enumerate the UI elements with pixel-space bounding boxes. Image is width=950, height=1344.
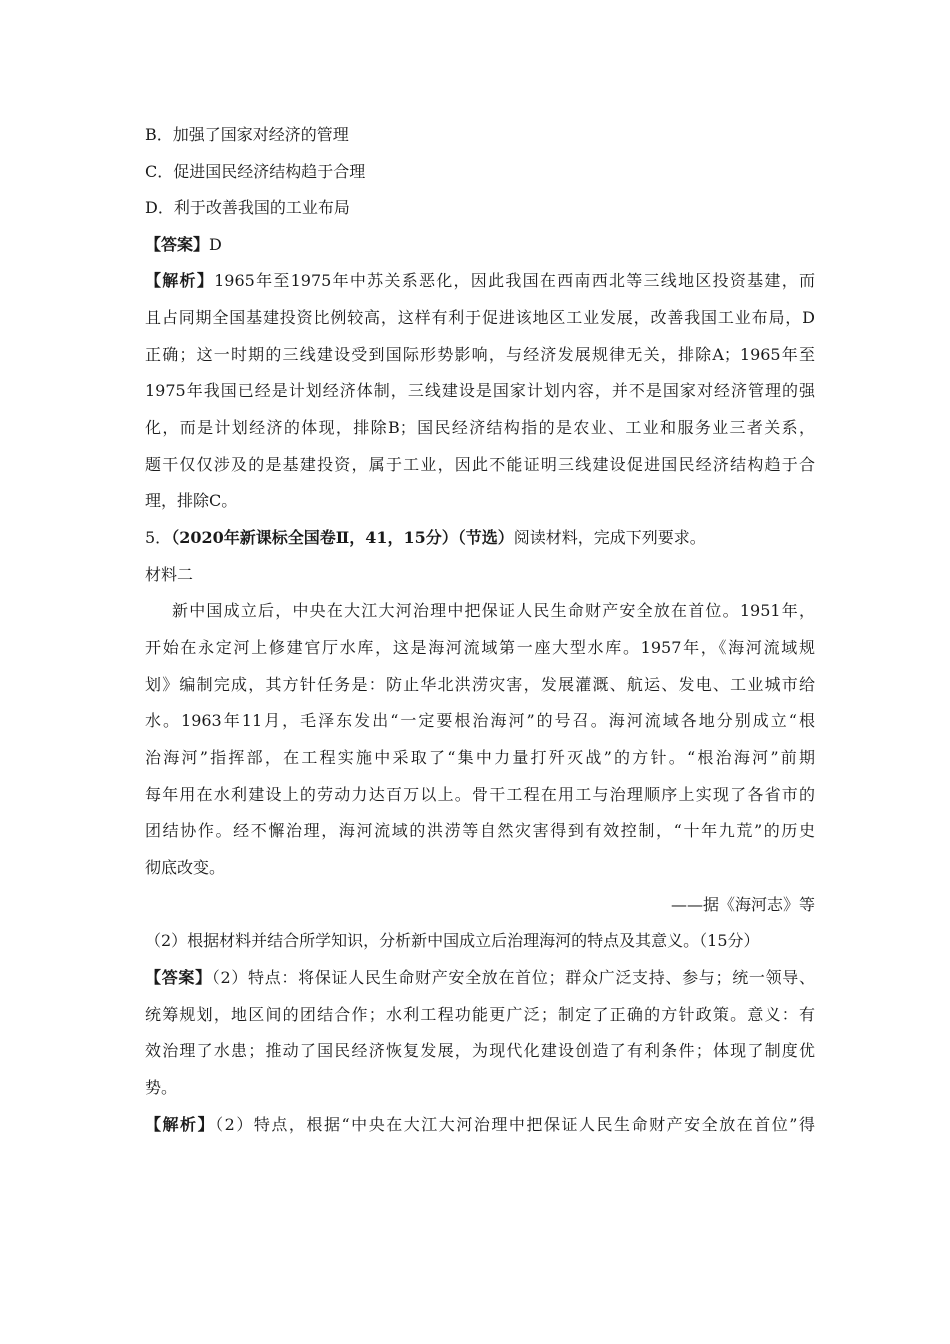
material-line: 团结协作。经不懈治理，海河流域的洪涝等自然灾害得到有效控制，“十年九荒”的历史 [145,821,815,840]
analysis-label: 【解析】 [145,271,215,290]
q5-answer-line: 势。 [145,1078,178,1097]
q4-analysis-line: 题干仅仅涉及的是基建投资，属于工业，因此不能证明三线建设促进国民经济结构趋于合 [145,455,815,474]
material-line: 每年用在水利建设上的劳动力达百万以上。骨干工程在用工与治理顺序上实现了各省市的 [145,785,815,804]
material-citation: ——据《海河志》等 [670,895,815,914]
q4-analysis-line: 1975年我国已经是计划经济体制，三线建设是国家计划内容，并不是国家对经济管理的强 [145,381,815,400]
question-number: 5． [145,528,172,547]
q4-analysis-line: 正确；这一时期的三线建设受到国际形势影响，与经济发展规律无关，排除A；1965年至 [145,345,815,364]
option-c: C．促进国民经济结构趋于合理 [145,162,366,181]
material-line: 新中国成立后，中央在大江大河治理中把保证人民生命财产安全放在首位。1951年， [172,601,815,620]
analysis-label: 【解析】 [145,1115,216,1134]
material-line: 彻底改变。 [145,858,226,877]
sub-question: （2）根据材料并结合所学知识，分析新中国成立后治理海河的特点及其意义。（15分） [145,931,760,950]
answer-label: 【答案】 [145,235,210,254]
material-line: 水。1963年11月，毛泽东发出“一定要根治海河”的号召。海河流域各地分别成立“根 [145,711,815,730]
q4-answer [145,235,815,255]
q4-analysis-line: 【解析】1965年至1975年中苏关系恶化，因此我国在西南西北等三线地区投资基建，而 [145,271,815,290]
q5-answer-line: 效治理了水患；推动了国民经济恢复发展，为现代化建设创造了有利条件；体现了制度优 [145,1041,815,1060]
q5-analysis-line: 【解析】（2）特点，根据“中央在大江大河治理中把保证人民生命财产安全放在首位”得 [145,1115,815,1134]
material-line: 治海河”指挥部，在工程实施中采取了“集中力量打歼灭战”的方针。“根治海河”前期 [145,748,815,767]
material-line: 划》编制完成，其方针任务是：防止华北洪涝灾害，发展灌溉、航运、发电、工业城市给 [145,675,815,694]
material-title: 材料二 [145,565,194,584]
q5-answer-line: 【答案】（2）特点：将保证人民生命财产安全放在首位；群众广泛支持、参与；统一领导、 [145,968,815,987]
material-line: 开始在永定河上修建官厅水库，这是海河流域第一座大型水库。1957年，《海河流域规 [145,638,815,657]
q4-analysis-line: 且占同期全国基建投资比例较高，这样有利于促进该地区工业发展，改善我国工业布局，D [145,308,815,327]
question-prompt: 阅读材料，完成下列要求。 [513,528,706,547]
option-d: D．利于改善我国的工业布局 [145,198,350,217]
q4-analysis-line: 化，而是计划经济的体现，排除B；国民经济结构指的是农业、工业和服务业三者关系， [145,418,815,437]
q5-heading [145,528,815,548]
question-source: （2020年新课标全国卷Ⅱ，41，15分）（节选） [171,528,514,547]
q5-answer-line: 统筹规划，地区间的团结合作；水利工程功能更广泛；制定了正确的方针政策。意义：有 [145,1005,815,1024]
answer-label: 【答案】 [145,968,212,987]
option-b: B．加强了国家对经济的管理 [145,125,349,144]
answer-value: D [209,235,222,254]
q4-analysis-line: 理，排除C。 [145,491,238,510]
